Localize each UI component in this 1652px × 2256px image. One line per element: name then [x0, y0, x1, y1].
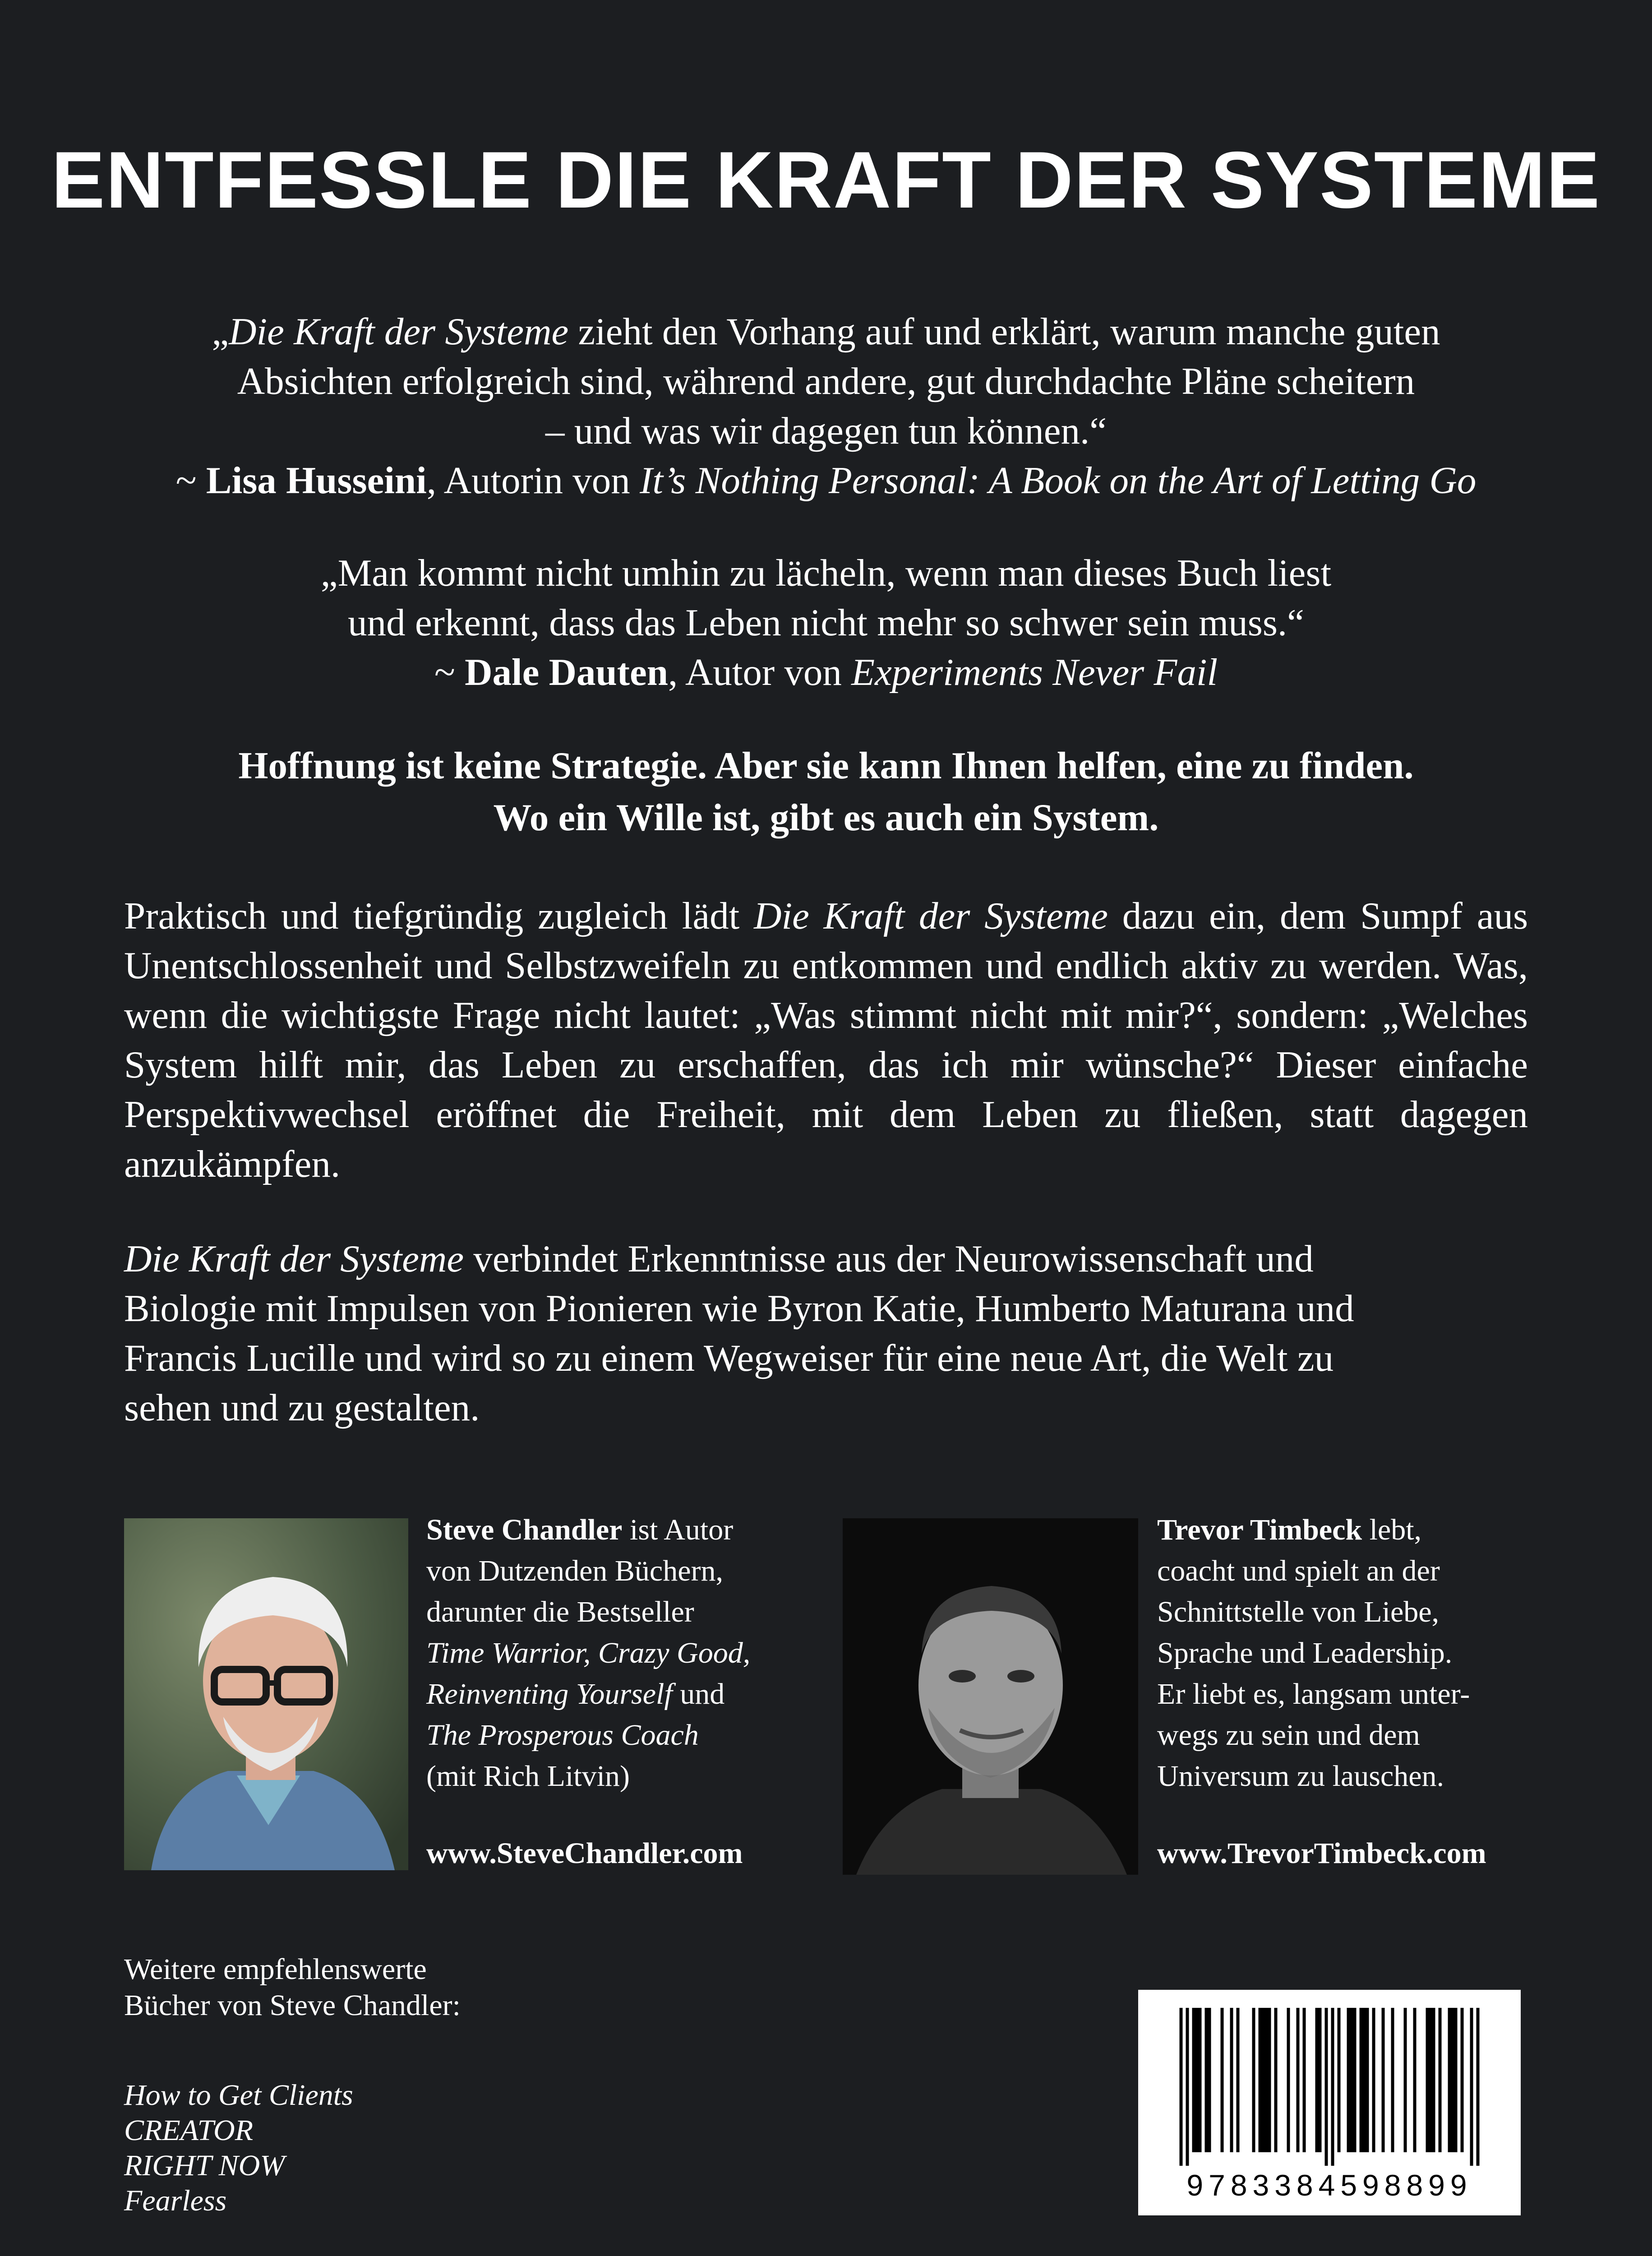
barcode-bar — [1461, 2008, 1464, 2152]
author-website-timbeck[interactable]: www.TrevorTimbeck.com — [1157, 1837, 1486, 1870]
book-list-item: How to Get Clients — [124, 2079, 353, 2112]
barcode-bar — [1315, 2008, 1319, 2152]
barcode-bar — [1477, 2008, 1480, 2166]
tagline — [0, 740, 1652, 844]
barcode-bar — [1287, 2008, 1290, 2152]
barcode-bar — [1237, 2008, 1240, 2152]
barcode-bar — [1325, 2008, 1328, 2166]
barcode-bar — [1274, 2008, 1278, 2152]
barcode-bar — [1262, 2008, 1265, 2152]
barcode-bar — [1350, 2008, 1353, 2152]
barcode-bar — [1297, 2008, 1300, 2152]
cover-title: ENTFESSLE DIE KRAFT DER SYSTEME — [51, 135, 1601, 225]
barcode-bar — [1432, 2008, 1435, 2152]
quote-line: „Man kommt nicht umhin zu lächeln, wenn man dieses Buch liest — [320, 552, 1332, 594]
barcode-bar — [1265, 2008, 1268, 2152]
barcode-bar — [1221, 2008, 1224, 2152]
book-title: Die Kraft der Systeme — [124, 1238, 464, 1280]
isbn-barcode — [1138, 1990, 1521, 2215]
barcode-bar — [1372, 2008, 1375, 2152]
barcode-bars — [1138, 1990, 1521, 2170]
author-website-chandler[interactable]: www.SteveChandler.com — [426, 1837, 743, 1870]
quote-line: und erkennt, dass das Leben nicht mehr so schwer sein muss.“ — [348, 601, 1304, 644]
tagline-line: Hoffnung ist keine Strategie. Aber sie kann Ihnen helfen, eine zu finden. — [238, 744, 1414, 787]
more-books-heading: Weitere empfehlenswerte Bücher von Steve Chandler: — [124, 1953, 461, 2022]
barcode-bar — [1413, 2008, 1417, 2152]
barcode-bar — [1180, 2008, 1183, 2166]
portrait-illustration — [843, 1518, 1138, 1875]
author-bio-chandler: Steve Chandler ist Autor von Dutzenden Büchern, darunter die Bestseller Time Warrior, Crazy Good, Reinventing Yourself und The Prosperous Coach (mit Rich Litvin) — [426, 1513, 751, 1793]
barcode-bar — [1259, 2008, 1262, 2152]
barcode-bar — [1353, 2008, 1357, 2152]
endorsement-dauten — [0, 548, 1652, 697]
barcode-bar — [1208, 2008, 1211, 2152]
description-paragraph-1: Praktisch und tiefgründig zugleich lädt Die Kraft der Systeme dazu ein, dem Sumpf aus Unentschlossenheit und Selbstzweifeln zu entkommen und endlich aktiv zu werden. Was, wenn die wichtigste Frage nicht lautet: „Was stimmt nicht mit mir?“, sondern: „Welches System hilft mir, das Leben zu erschaffen, das ich mir wünsche?“ Dieser einfache Perspektivwechsel eröffnet die Freiheit, mit dem Leben zu fließen, statt dagegen anzukämpfen. — [124, 895, 1528, 1185]
author-photo-chandler — [124, 1518, 408, 1870]
book-list-item: RIGHT NOW — [124, 2149, 285, 2182]
quote-line: „Die Kraft der Systeme zieht den Vorhang auf und erklärt, warum manche guten — [212, 310, 1440, 353]
barcode-bar — [1186, 2008, 1189, 2166]
barcode-bar — [1439, 2008, 1442, 2152]
barcode-bar — [1429, 2008, 1432, 2152]
barcode-bar — [1454, 2008, 1458, 2152]
barcode-bar — [1319, 2008, 1322, 2152]
barcode-bar — [1404, 2008, 1407, 2152]
barcode-bar — [1363, 2008, 1366, 2152]
barcode-bar — [1205, 2008, 1208, 2152]
author-bio-timbeck: Trevor Timbeck lebt, coacht und spielt an der Schnittstelle von Liebe, Sprache und Leadership. Er liebt es, langsam unter- wegs zu sein und dem Universum zu lauschen. — [1157, 1513, 1470, 1793]
quote-attribution: ~ Lisa Husseini, Autorin von It’s Nothing Personal: A Book on the Art of Letting Go — [175, 459, 1477, 502]
barcode-bar — [1391, 2008, 1394, 2152]
barcode-bar — [1470, 2008, 1473, 2166]
paragraph-line: Francis Lucille und wird so zu einem Wegweiser für eine neue Art, die Welt zu — [124, 1337, 1334, 1379]
endorsement-husseini — [0, 307, 1652, 505]
barcode-bar — [1252, 2008, 1255, 2152]
barcode-bar — [1426, 2008, 1429, 2152]
endorser-name: Dale Dauten — [465, 651, 669, 693]
quote-line: – und was wir dagegen tun können.“ — [545, 410, 1107, 452]
barcode-bar — [1448, 2008, 1451, 2152]
barcode-bar — [1382, 2008, 1385, 2152]
portrait-illustration — [124, 1518, 408, 1870]
endorser-name: Lisa Husseini — [206, 459, 427, 502]
paragraph-line: Biologie mit Impulsen von Pionieren wie Byron Katie, Humberto Maturana und — [124, 1287, 1354, 1330]
tagline-line: Wo ein Wille ist, gibt es auch ein System. — [493, 796, 1159, 839]
barcode-bar — [1192, 2008, 1195, 2152]
book-title: Die Kraft der Systeme — [229, 310, 569, 353]
barcode-bar — [1451, 2008, 1454, 2152]
isbn-number: 9783384598899 — [1186, 2168, 1472, 2202]
barcode-bar — [1230, 2008, 1233, 2152]
barcode-bar — [1360, 2008, 1363, 2152]
more-books-list — [124, 2078, 353, 2219]
barcode-bar — [1347, 2008, 1350, 2152]
barcode-bar — [1331, 2008, 1334, 2166]
paragraph-line: sehen und zu gestalten. — [124, 1387, 480, 1429]
barcode-bar — [1195, 2008, 1199, 2152]
quote-attribution: ~ Dale Dauten, Autor von Experiments Never Fail — [434, 651, 1218, 693]
quote-line: Absichten erfolgreich sind, während andere, gut durchdachte Pläne scheitern — [237, 360, 1415, 402]
author-name: Steve Chandler — [426, 1513, 623, 1546]
endorser-book: It’s Nothing Personal: A Book on the Art of Letting Go — [640, 459, 1477, 502]
book-list-item: Fearless — [124, 2184, 227, 2217]
barcode-bar — [1366, 2008, 1369, 2152]
barcode-bar — [1338, 2008, 1341, 2152]
author-name: Trevor Timbeck — [1157, 1513, 1362, 1546]
book-title: Die Kraft der Systeme — [754, 895, 1108, 937]
author-photo-timbeck — [843, 1518, 1138, 1875]
barcode-bar — [1199, 2008, 1202, 2152]
description-paragraph-2 — [124, 1234, 1528, 1433]
barcode-bar — [1303, 2008, 1306, 2152]
book-list-item: CREATOR — [124, 2114, 254, 2147]
endorser-book: Experiments Never Fail — [851, 651, 1218, 693]
paragraph-line: Die Kraft der Systeme verbindet Erkenntnisse aus der Neurowissenschaft und — [124, 1238, 1314, 1280]
barcode-bar — [1268, 2008, 1271, 2152]
